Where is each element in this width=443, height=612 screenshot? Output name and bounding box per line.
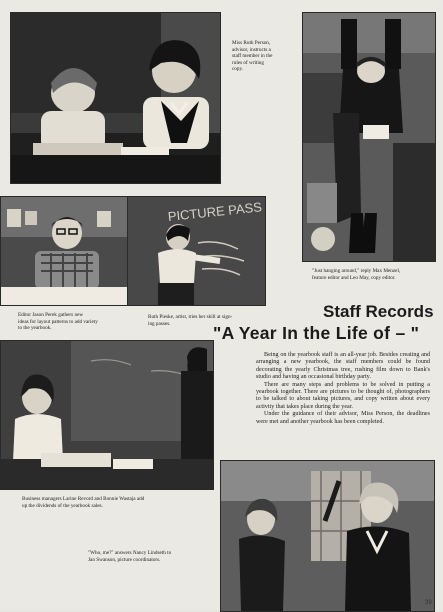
caption-who-me: [88, 550, 218, 563]
chalkboard-text: PICTURE PASS: [167, 199, 263, 225]
caption-line: to the yearbook.: [18, 325, 52, 332]
photo-artist-chalkboard: [127, 196, 266, 306]
caption-line: staff member in the: [232, 53, 273, 60]
photo-advisor-instructing: [10, 12, 221, 184]
body-paragraph: There are many steps and problems to be solved in putting a yearbook together. There are pictures to be thought of, photographers to be talked to about taking pictures, and copy written about every activity that takes place during the year.: [256, 381, 430, 410]
caption-line: copy.: [232, 66, 244, 73]
body-paragraph: Being on the yearbook staff is an all-year job. Besides creating and arranging a new yearbook, the staff members could be found decorating the yearly Christmas tree, rushing film down to Bank's studio and having an occasional birthday party.: [256, 352, 430, 381]
caption-line: advisor, instructs a: [232, 46, 271, 53]
photo-hanging-around: [302, 12, 436, 262]
article-body: [256, 352, 430, 426]
caption-line: "Who, me?" answers Nancy Lindseth to: [88, 550, 172, 556]
page-title: Staff Records: [323, 302, 434, 321]
caption-line: ideas for layout patterns to add variety: [18, 318, 98, 325]
photo-picture-coordinators: [220, 460, 435, 612]
caption-editor: [18, 312, 122, 332]
caption-line: Jan Swanson, picture coordinators.: [88, 556, 161, 563]
caption-line: ing passes.: [148, 320, 171, 327]
page-subtitle: "A Year In the Life of – ": [213, 323, 420, 343]
caption-line: Ruth Pieske, artist, tries her skill at sign-: [148, 314, 233, 320]
caption-line: rules of writing: [232, 59, 264, 66]
photo-editor: [0, 196, 128, 306]
caption-business: [22, 496, 212, 509]
caption-advisor: [232, 40, 302, 73]
page-number: 39: [425, 600, 432, 606]
caption-line: Business managers Larine Revord and Bonnie Wastaja add: [22, 496, 145, 502]
caption-line: "Just hanging around," reply Max Menzel,: [312, 268, 401, 274]
caption-line: feature editor and Leo May, copy editor.: [312, 274, 396, 281]
caption-line: Editor Jason Perek gathers new: [18, 312, 84, 318]
caption-line: up the dividends of the yearbook sales.: [22, 502, 103, 509]
photo-business-managers: [0, 340, 214, 490]
body-paragraph: Under the guidance of their advisor, Miss Person, the deadlines were met and another yearbook has been completed.: [256, 411, 430, 425]
caption-line: Miss Ruth Person,: [232, 40, 271, 46]
caption-hanging: [312, 268, 437, 281]
